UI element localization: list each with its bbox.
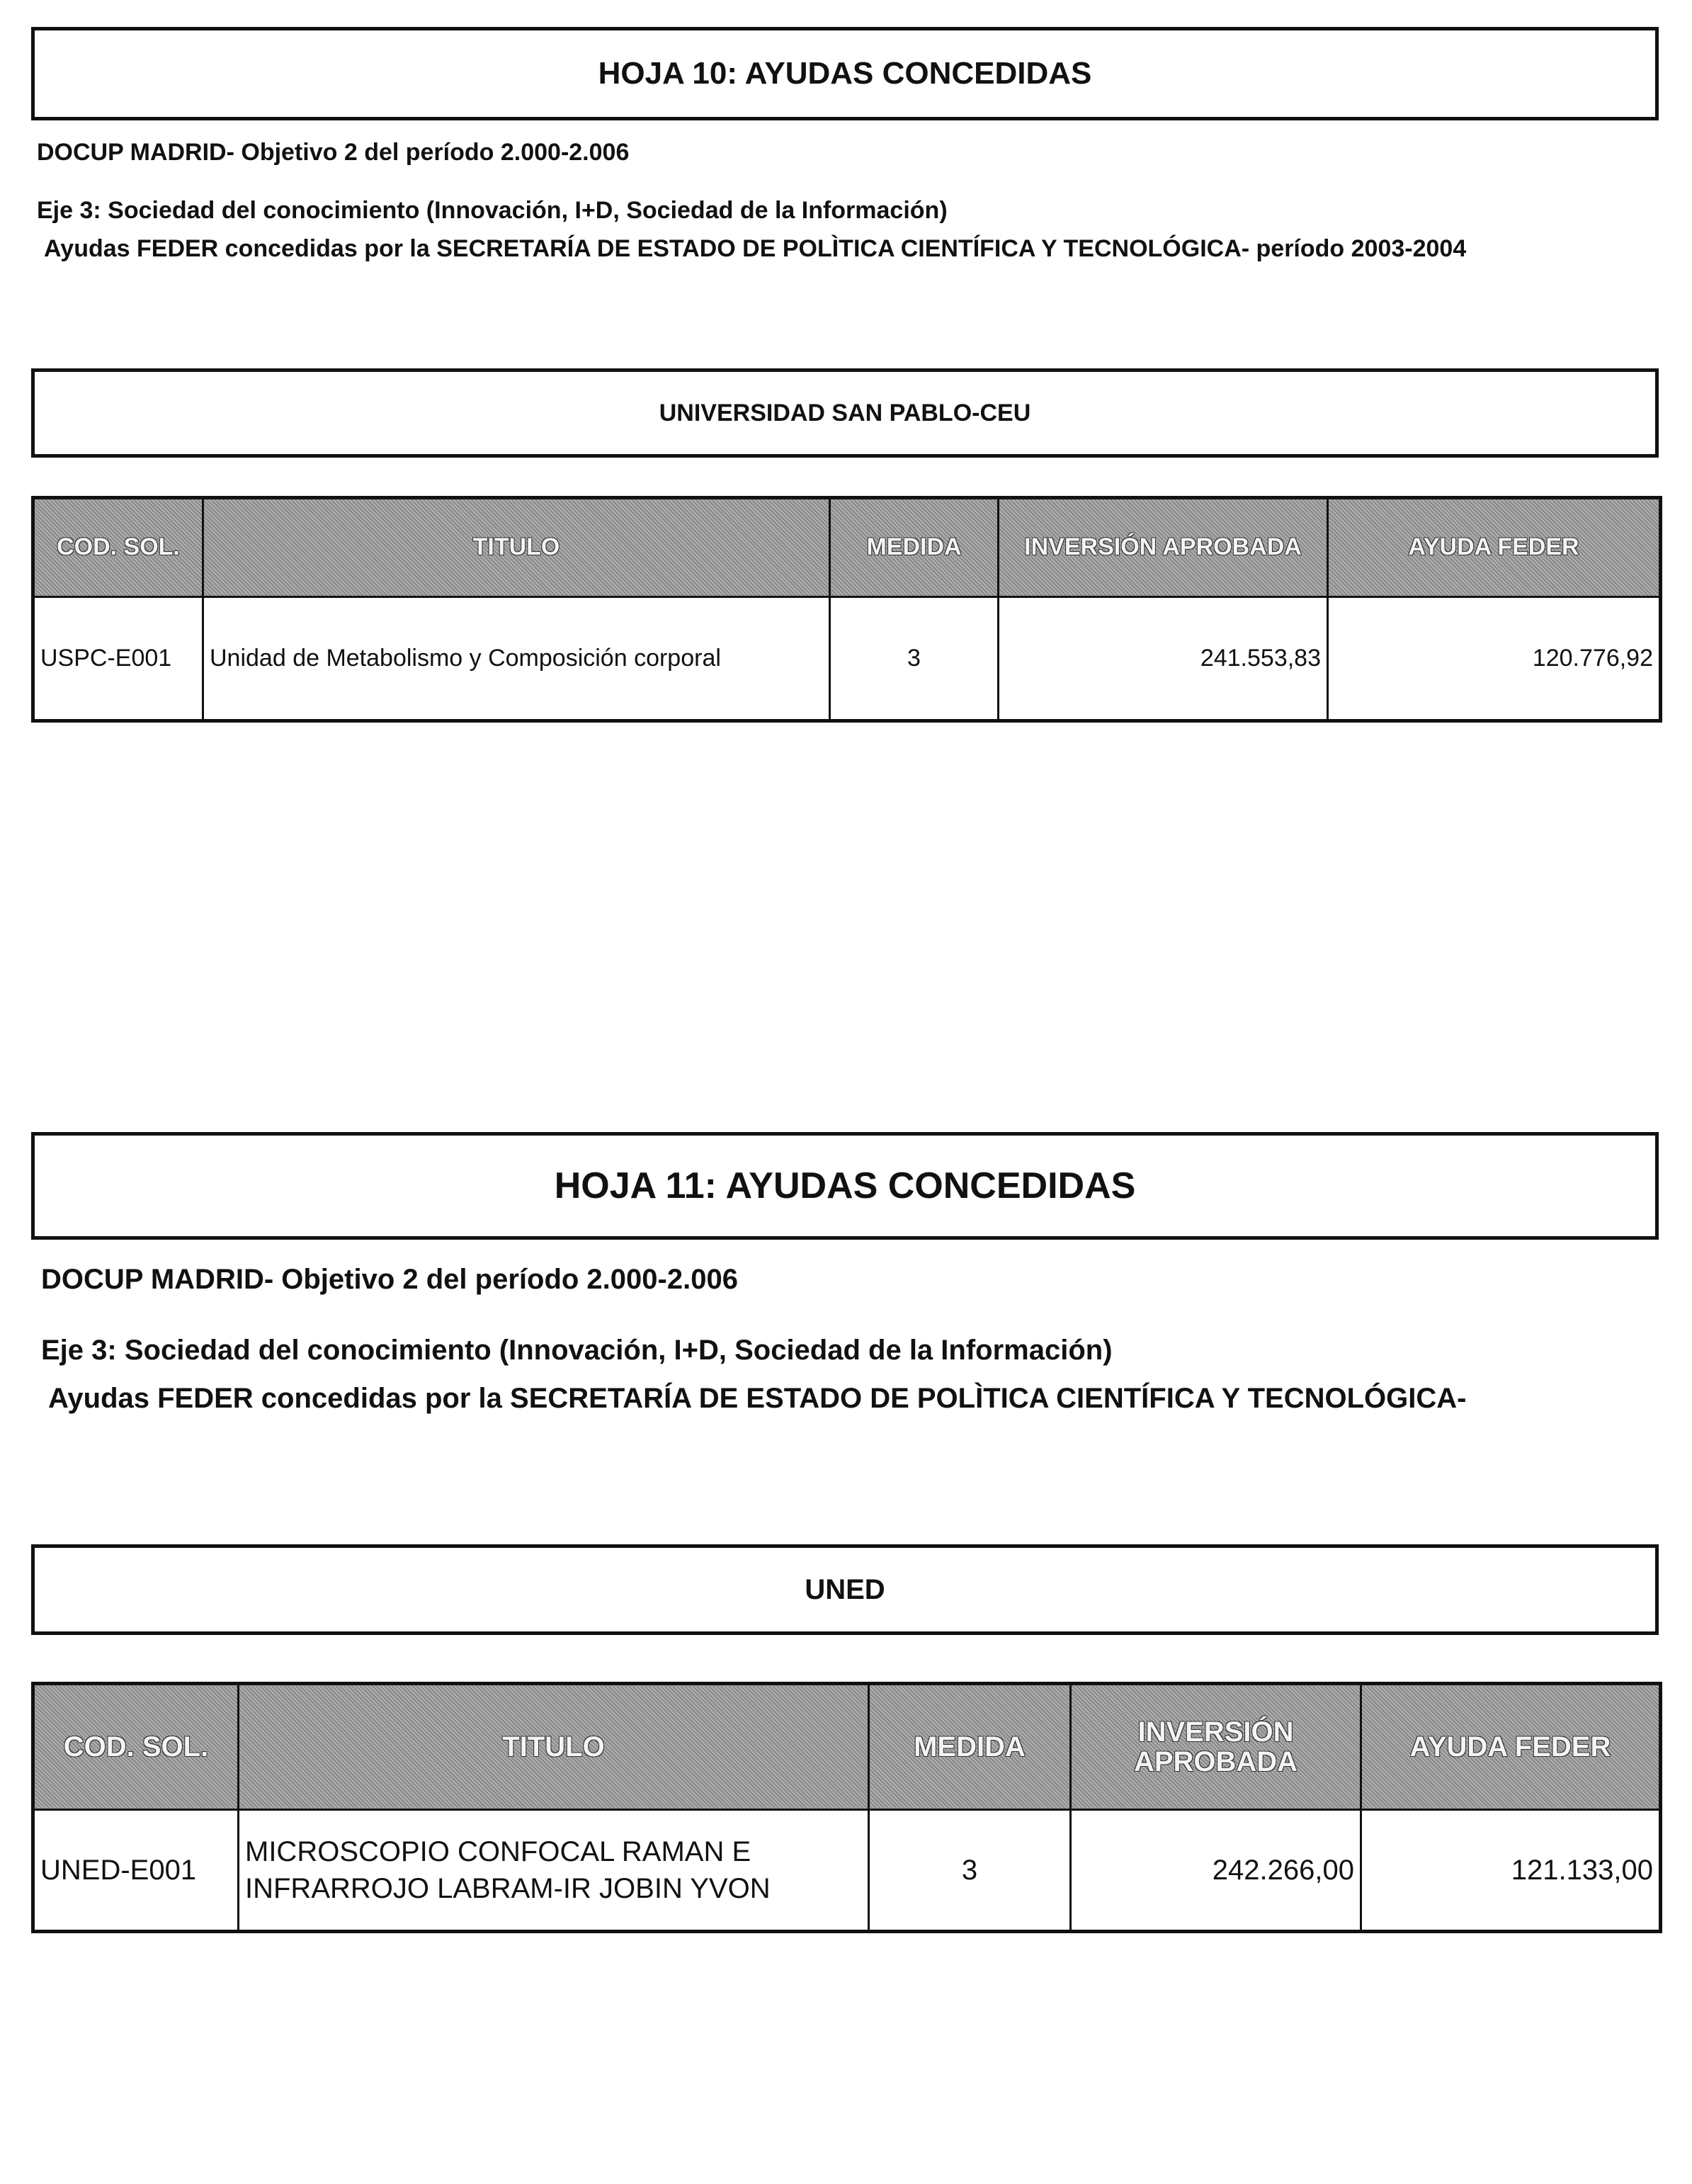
cell-cod: USPC-E001 xyxy=(33,597,203,721)
header-medida: MEDIDA xyxy=(869,1684,1071,1810)
header-inversion: INVERSIÓN APROBADA xyxy=(999,498,1328,597)
cell-medida: 3 xyxy=(830,597,999,721)
cell-titulo: Unidad de Metabolismo y Composición corporal xyxy=(203,597,830,721)
cell-titulo-line2: INFRARROJO LABRAM-IR JOBIN YVON xyxy=(245,1873,771,1904)
table-header-row xyxy=(33,1684,1661,1810)
hoja10-title: HOJA 10: AYUDAS CONCEDIDAS xyxy=(598,56,1092,91)
hoja10-title-box xyxy=(31,27,1659,120)
header-titulo: TITULO xyxy=(203,498,830,597)
cell-medida: 3 xyxy=(869,1810,1071,1932)
hoja11-ayudas: Ayudas FEDER concedidas por la SECRETARÍA DE ESTADO DE POLÌTICA CIENTÍFICA Y TECNOLÓGICA- xyxy=(48,1383,1467,1414)
hoja10-ayudas: Ayudas FEDER concedidas por la SECRETARÍA DE ESTADO DE POLÌTICA CIENTÍFICA Y TECNOLÓGICA- período 2003-2004 xyxy=(44,235,1467,262)
table-header-row xyxy=(33,498,1661,597)
hoja11-entity-box xyxy=(31,1544,1659,1635)
table-row xyxy=(33,597,1661,721)
hoja11-entity: UNED xyxy=(805,1573,885,1605)
hoja11-eje: Eje 3: Sociedad del conocimiento (Innovación, I+D, Sociedad de la Información) xyxy=(41,1335,1113,1366)
cell-inversion: 241.553,83 xyxy=(999,597,1328,721)
hoja11-title-box xyxy=(31,1132,1659,1240)
cell-inversion: 242.266,00 xyxy=(1071,1810,1361,1932)
header-titulo: TITULO xyxy=(239,1684,869,1810)
header-ayuda: AYUDA FEDER xyxy=(1361,1684,1661,1810)
hoja11-title: HOJA 11: AYUDAS CONCEDIDAS xyxy=(554,1165,1136,1206)
cell-ayuda: 121.133,00 xyxy=(1361,1810,1661,1932)
header-ayuda: AYUDA FEDER xyxy=(1328,498,1661,597)
hoja10-eje: Eje 3: Sociedad del conocimiento (Innovación, I+D, Sociedad de la Información) xyxy=(37,197,948,224)
header-cod-sol: COD. SOL. xyxy=(33,1684,239,1810)
hoja10-docup: DOCUP MADRID- Objetivo 2 del período 2.000-2.006 xyxy=(37,139,630,166)
hoja10-table xyxy=(31,496,1662,723)
hoja10-entity: UNIVERSIDAD SAN PABLO-CEU xyxy=(659,399,1031,426)
cell-ayuda: 120.776,92 xyxy=(1328,597,1661,721)
header-inversion: INVERSIÓN APROBADA xyxy=(1071,1684,1361,1810)
hoja10-entity-box xyxy=(31,368,1659,458)
cell-cod: UNED-E001 xyxy=(33,1810,239,1932)
header-medida: MEDIDA xyxy=(830,498,999,597)
hoja11-docup: DOCUP MADRID- Objetivo 2 del período 2.000-2.006 xyxy=(41,1264,738,1295)
table-row xyxy=(33,1810,1661,1932)
hoja11-table xyxy=(31,1682,1662,1933)
header-cod-sol: COD. SOL. xyxy=(33,498,203,597)
cell-titulo xyxy=(239,1810,869,1932)
cell-titulo-line1: MICROSCOPIO CONFOCAL RAMAN E xyxy=(245,1836,751,1867)
